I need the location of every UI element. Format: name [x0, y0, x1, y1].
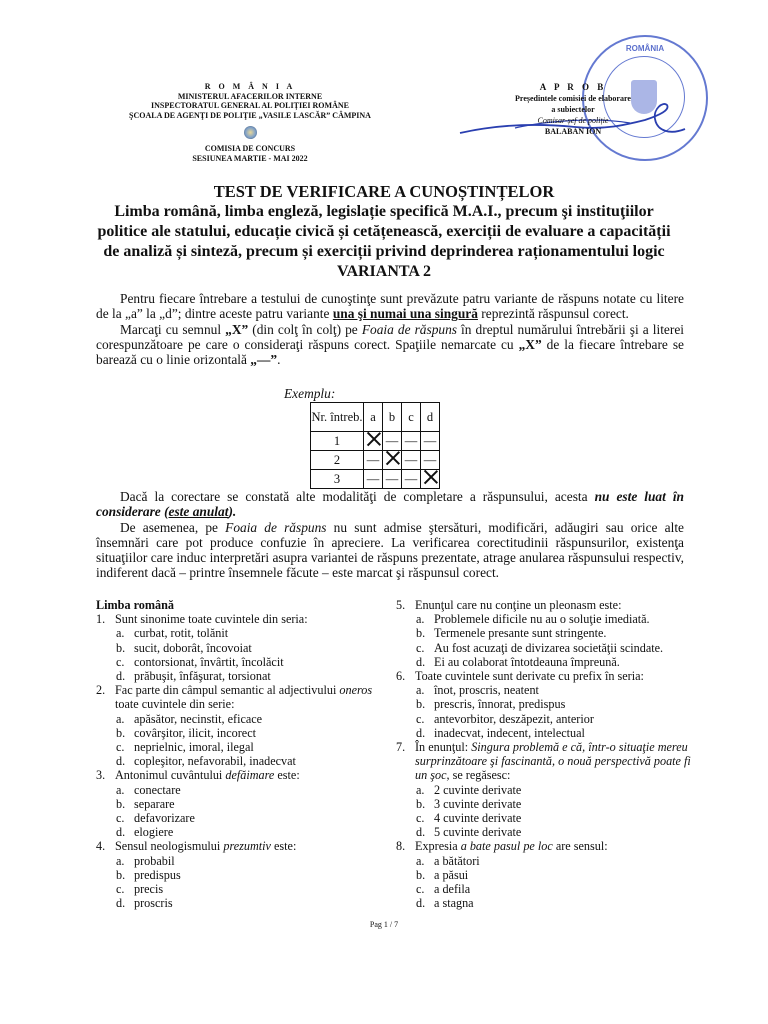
title-line-2: Limba română, limba engleză, legislație specifică M.A.I., precum şi instituţiilor [114, 203, 654, 220]
option: a. 2 cuvinte derivate [416, 782, 522, 797]
test-title [60, 182, 708, 282]
option: d. a stagna [416, 896, 474, 911]
option: c. antevorbitor, deszăpezit, anterior [416, 711, 594, 726]
x-mark-icon [365, 432, 381, 446]
table-header-nr: Nr. întreb. [311, 403, 364, 432]
mark-cell [421, 470, 440, 489]
table-header-a: a [364, 403, 383, 432]
header-institution [85, 82, 415, 163]
row-number: 2 [311, 451, 364, 470]
approval-title: A P R O B [539, 82, 607, 92]
instructions [96, 291, 684, 367]
option: d. Ei au colaborat întotdeauna împreună. [416, 654, 620, 669]
option: a. probabil [116, 853, 175, 868]
instructions-continued [96, 489, 684, 581]
instructions-paragraph-3: Dacă la corectare se constată alte modalităţi de completare a răspunsului, acesta nu este luat în considerare (este anulat). [96, 489, 684, 520]
example-answer-table [310, 402, 440, 489]
inspectorate-name: INSPECTORATUL GENERAL AL POLIȚIEI ROMÂNE [151, 101, 349, 110]
option: b. sucit, doborât, încovoiat [116, 640, 252, 655]
option: a. curbat, rotit, tolănit [116, 626, 229, 641]
ministry-name: MINISTERUL AFACERILOR INTERNE [177, 91, 323, 101]
commission-name: COMISIA DE CONCURS [204, 144, 296, 153]
table-header-b: b [383, 403, 402, 432]
dash-cell: — [421, 451, 440, 470]
table-header-c: c [402, 403, 421, 432]
page-number: Pag 1 / 7 [369, 920, 399, 929]
option: d. proscris [116, 896, 173, 911]
option: c. contorsionat, învârtit, încolăcit [116, 654, 284, 669]
x-mark-icon [422, 470, 438, 484]
option: d. copleşitor, nefavorabil, inadecvat [116, 754, 296, 769]
question-8: 8. Expresia a bate pasul pe loc are sensul: [396, 839, 608, 854]
signatory-name: BALABAN ION [544, 127, 602, 136]
question-7: 7. În enunţul: Singura problemă e că, într-o situaţie mereu surprinzătoare şi fascinantă, o nouă perspectivă poate fi un şoc, se regăsesc: [396, 740, 691, 783]
option: c. defavorizare [116, 811, 195, 826]
country-name: R O M Â N I A [204, 82, 296, 91]
instructions-paragraph-2: Marcaţi cu semnul „X” (din colţ în colţ) pe Foaia de răspuns în dreptul numărului întrebării şi a literei corespunzătoare pe care o consideraţi răspuns corect. Spaţiile nemarcate cu „X” de la fiecare întrebare se barează cu o linie orizontală „—”. [96, 321, 684, 368]
dash-cell: — [383, 470, 402, 489]
questions-right-column [396, 598, 696, 910]
option: d. prăbuşit, înfăşurat, torsionat [116, 669, 271, 684]
row-number: 3 [311, 470, 364, 489]
option: c. precis [116, 882, 164, 897]
school-name: ŞCOALA DE AGENŢI DE POLIŢIE „VASILE LASCĂR” CÂMPINA [129, 110, 371, 120]
option: b. predispus [116, 867, 181, 882]
question-6: 6. Toate cuvintele sunt derivate cu prefix în seria: [396, 669, 644, 684]
option: a. a bătători [416, 853, 480, 868]
table-row [311, 451, 440, 470]
example-label: Exemplu: [284, 386, 336, 401]
option: d. inadecvat, indecent, intelectual [416, 725, 585, 740]
question-2: 2. Fac parte din câmpul semantic al adjectivului oneros toate cuvintele din serie: [96, 683, 373, 712]
rank-line: Comisar-șef de poliție [537, 116, 609, 125]
session-name: SESIUNEA MARTIE - MAI 2022 [192, 153, 308, 163]
option: c. Au fost acuzaţi de divizarea societăţii scindate. [416, 640, 664, 655]
question-3: 3. Antonimul cuvântului defăimare este: [96, 768, 300, 783]
dash-cell: — [402, 470, 421, 489]
dash-cell: — [383, 432, 402, 451]
instructions-paragraph-4: De asemenea, pe Foaia de răspuns nu sunt admise ştersături, modificări, adăugiri sau orice alte însemnări care pot produce confuzie în apreciere. La verificarea corectitudinii răspunsurilor, existenţa situaţiilor care induc interpretări asupra variantei de răspuns prezentate, atrage anularea răspunsului respectiv, indiferent dacă – printre însemnele făcute – este marcat şi răspunsul corect. [96, 519, 684, 581]
option: c. a defila [416, 882, 471, 897]
option: d. elogiere [116, 825, 174, 840]
option: b. separare [116, 796, 175, 811]
option: b. 3 cuvinte derivate [416, 796, 522, 811]
option: a. conectare [116, 782, 181, 797]
instructions-paragraph-1: Pentru fiecare întrebare a testului de cunoştinţe sunt prevăzute patru variante de răspuns notate cu litere de la „a” la „d”; dintre aceste patru variante una şi numai una singură reprezintă răspunsul corect. [96, 291, 684, 322]
title-line-3: politice ale statului, educație civică și cetățenească, exerciții de evaluare a capacității [97, 223, 671, 240]
table-row [311, 470, 440, 489]
title-line-4: de analiză și sinteză, precum și exerciții privind deprinderea raționamentului logic [103, 243, 665, 260]
stamp-text: ROMÂNIA [625, 44, 665, 53]
dash-cell: — [402, 432, 421, 451]
table-row [311, 432, 440, 451]
approval-block [498, 82, 648, 137]
question-1: 1. Sunt sinonime toate cuvintele din seria: [96, 612, 308, 627]
question-4: 4. Sensul neologismului prezumtiv este: [96, 839, 297, 854]
option: a. înot, proscris, neatent [416, 683, 539, 698]
president-line-1: Președintele comisiei de elaborare [515, 94, 631, 103]
option: b. covârşitor, ilicit, incorect [116, 725, 257, 740]
dash-cell: — [402, 451, 421, 470]
option: c. 4 cuvinte derivate [416, 811, 522, 826]
option: b. Termenele presante sunt stringente. [416, 626, 607, 641]
title-line-5: VARIANTA 2 [336, 263, 432, 280]
dash-cell: — [364, 470, 383, 489]
table-header-d: d [421, 403, 440, 432]
option: a. apăsător, necinstit, eficace [116, 711, 263, 726]
mark-cell [364, 432, 383, 451]
mark-cell [383, 451, 402, 470]
row-number: 1 [311, 432, 364, 451]
dash-cell: — [364, 451, 383, 470]
x-mark-icon [384, 451, 400, 465]
option: c. neprielnic, imoral, ilegal [116, 740, 254, 755]
questions-left-column [96, 598, 386, 910]
crest-logo-icon [244, 126, 257, 139]
option: a. Problemele dificile nu au o soluţie imediată. [416, 612, 650, 627]
president-line-2: a subiectelor [551, 105, 595, 114]
title-line-1: TEST DE VERIFICARE A CUNOȘTINȚELOR [213, 182, 555, 201]
section-title: Limba română [96, 598, 174, 612]
option: d. 5 cuvinte derivate [416, 825, 522, 840]
option: b. a păsui [416, 867, 469, 882]
question-5: 5. Enunţul care nu conţine un pleonasm este: [396, 598, 622, 612]
option: b. prescris, înnorat, predispus [416, 697, 566, 712]
dash-cell: — [421, 432, 440, 451]
